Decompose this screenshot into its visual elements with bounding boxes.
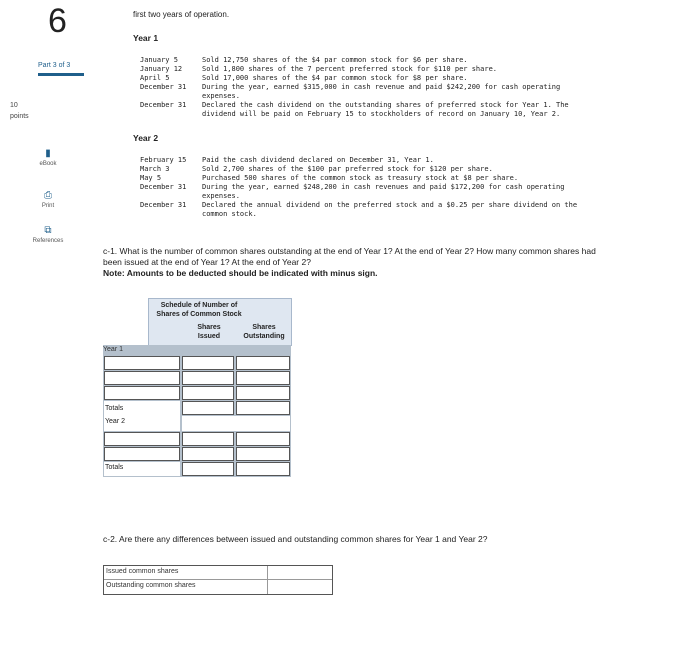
- year1-text-3: During the year, earned $315,000 in cash revenue and paid $242,200 for cash operating: [202, 83, 561, 91]
- year2-totals-issued-input[interactable]: [182, 462, 234, 476]
- col-issued-line2: Issued: [197, 333, 221, 340]
- year2-date-1: March 3: [140, 165, 170, 173]
- year1-row1-issued-input[interactable]: [182, 356, 234, 370]
- year2-date-5: December 31: [140, 201, 187, 209]
- year2-text-5: Declared the annual dividend on the preferred stock and a $0.25 per share dividend on the: [202, 201, 578, 209]
- question-number: 6: [48, 2, 67, 40]
- year2-text-4: expenses.: [202, 192, 240, 200]
- schedule-title-line2: Shares of Common Stock: [156, 311, 242, 318]
- c1-note: Note: Amounts to be deducted should be indicated with minus sign.: [103, 268, 378, 278]
- points-info: [10, 100, 29, 122]
- year2-row2-issued-input[interactable]: [182, 447, 234, 461]
- references-button[interactable]: [18, 225, 78, 244]
- year1-row3-issued-input[interactable]: [182, 386, 234, 400]
- year2-text-0: Paid the cash dividend declared on December 31, Year 1.: [202, 156, 434, 164]
- year1-row2-outstanding-input[interactable]: [236, 371, 290, 385]
- year2-text-6: common stock.: [202, 210, 257, 218]
- year2-row1-outstanding-input[interactable]: [236, 432, 290, 446]
- year1-text-5: Declared the cash dividend on the outstanding shares of preferred stock for Year 1. The: [202, 101, 569, 109]
- book-icon: ▮: [45, 148, 51, 159]
- year1-row1-outstanding-input[interactable]: [236, 356, 290, 370]
- intro-text: first two years of operation.: [133, 10, 230, 19]
- ebook-label: eBook: [39, 161, 57, 167]
- row-label-year2: Year 2: [105, 418, 125, 425]
- row-label-totals1: Totals: [105, 405, 124, 412]
- c2-question: c-2. Are there any differences between issued and outstanding common shares for Year 1 and Year 2?: [103, 534, 488, 544]
- outstanding-common-shares-label: Outstanding common shares: [106, 582, 196, 589]
- year2-date-2: May 5: [140, 174, 162, 182]
- year2-row2-label-input[interactable]: [104, 447, 180, 461]
- year1-text-4: expenses.: [202, 92, 240, 100]
- col-outstanding-line1: Shares: [252, 324, 276, 331]
- references-label: References: [32, 238, 64, 244]
- print-label: Print: [41, 203, 55, 209]
- year1-row3-label-input[interactable]: [104, 386, 180, 400]
- year2-heading: Year 2: [133, 133, 159, 143]
- year1-text-2: Sold 17,000 shares of the $4 par common stock for $8 per share.: [202, 74, 468, 82]
- year2-row1-label-input[interactable]: [104, 432, 180, 446]
- year1-text-6: dividend will be paid on February 15 to stockholders of record on January 10, Year 2.: [202, 110, 561, 118]
- col-shares-issued: [189, 323, 229, 341]
- row-label-totals2: Totals: [105, 464, 124, 471]
- year1-date-5: December 31: [140, 101, 187, 109]
- year1-totals-label-cell: [104, 401, 180, 431]
- references-icon: ⧉: [44, 225, 52, 236]
- year1-heading: Year 1: [133, 33, 159, 43]
- year1-date-2: April 5: [140, 74, 170, 82]
- year2-date-3: December 31: [140, 183, 187, 191]
- c1-question-line1: c-1. What is the number of common shares outstanding at the end of Year 1? At the end of Year 2? How many common shares had: [103, 246, 596, 256]
- year1-text-1: Sold 1,800 shares of the 7 percent preferred stock for $110 per share.: [202, 65, 498, 73]
- year1-date-0: January 5: [140, 56, 178, 64]
- issued-common-shares-label: Issued common shares: [106, 568, 179, 575]
- printer-icon: ⎙: [44, 190, 52, 201]
- year2-totals-outstanding-input[interactable]: [236, 462, 290, 476]
- outstanding-common-shares-input[interactable]: [268, 580, 330, 592]
- col-outstanding-line2: Outstanding: [243, 333, 285, 340]
- ebook-button[interactable]: [18, 148, 78, 167]
- year1-date-1: January 12: [140, 65, 183, 73]
- year1-date-3: December 31: [140, 83, 187, 91]
- print-button[interactable]: [18, 190, 78, 209]
- schedule-title: [149, 301, 249, 319]
- sidebar: [0, 0, 90, 648]
- year2-date-0: February 15: [140, 156, 187, 164]
- part-progress-bar: [38, 73, 84, 76]
- year1-row3-outstanding-input[interactable]: [236, 386, 290, 400]
- c2-table: [103, 565, 333, 595]
- issued-common-shares-input[interactable]: [268, 567, 330, 579]
- year2-text-1: Sold 2,700 shares of the $100 par preferred stock for $120 per share.: [202, 165, 493, 173]
- year1-totals-issued-input[interactable]: [182, 401, 234, 415]
- row-label-year1: Year 1: [103, 346, 123, 353]
- points-value: 10: [10, 102, 18, 109]
- year2-row1-issued-input[interactable]: [182, 432, 234, 446]
- year1-totals-outstanding-input[interactable]: [236, 401, 290, 415]
- year2-row2-outstanding-input[interactable]: [236, 447, 290, 461]
- year2-totals-label-cell: [104, 462, 180, 476]
- c1-question-line2: been issued at the end of Year 1? At the end of Year 2?: [103, 257, 311, 267]
- year1-text-0: Sold 12,750 shares of the $4 par common stock for $6 per share.: [202, 56, 468, 64]
- part-indicator[interactable]: Part 3 of 3: [38, 62, 71, 69]
- col-shares-outstanding: [237, 323, 291, 341]
- year1-row1-label-input[interactable]: [104, 356, 180, 370]
- points-label: points: [10, 113, 29, 120]
- year2-text-2: Purchased 500 shares of the common stock as treasury stock at $8 per share.: [202, 174, 519, 182]
- schedule-header: [148, 298, 292, 346]
- year1-row2-label-input[interactable]: [104, 371, 180, 385]
- col-issued-line1: Shares: [197, 324, 221, 331]
- year1-row2-issued-input[interactable]: [182, 371, 234, 385]
- year2-header-blank: [182, 416, 290, 431]
- year2-text-3: During the year, earned $248,200 in cash revenues and paid $172,200 for cash operating: [202, 183, 565, 191]
- schedule-title-line1: Schedule of Number of: [160, 302, 238, 309]
